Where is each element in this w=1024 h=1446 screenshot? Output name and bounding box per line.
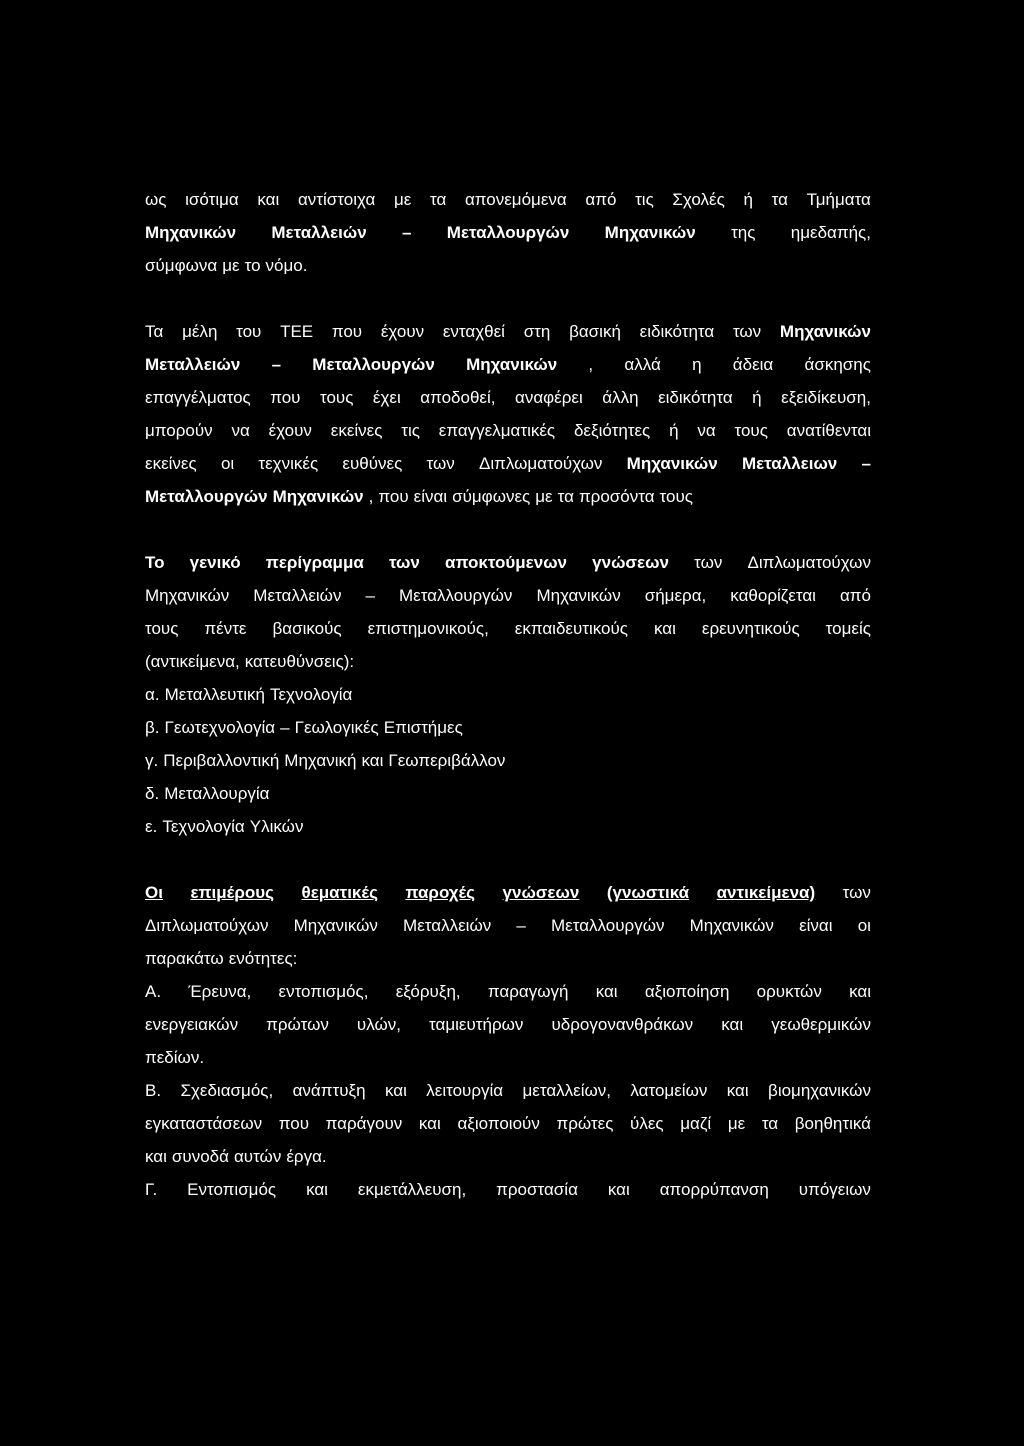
text-line xyxy=(145,744,871,777)
word: ΤΕΕ xyxy=(280,322,314,341)
word: από xyxy=(839,586,871,605)
word: μέλη xyxy=(182,322,218,341)
word: με xyxy=(393,190,412,209)
word: των xyxy=(426,454,455,473)
word: που xyxy=(278,1114,310,1133)
word: ειδικότητα xyxy=(639,322,715,341)
word: Τμήματα xyxy=(806,190,871,209)
word: υπόγειων xyxy=(798,1180,871,1199)
text-line xyxy=(145,216,871,249)
text-line xyxy=(145,1074,871,1107)
word: και xyxy=(595,982,618,1001)
word: – xyxy=(280,718,290,737)
text-line xyxy=(145,942,871,975)
word: υδρογονανθράκων xyxy=(551,1015,694,1034)
word: αλλά xyxy=(624,355,661,374)
word: , xyxy=(588,355,594,374)
paragraph-gap xyxy=(145,513,871,546)
word: μεταλλείων, xyxy=(522,1081,612,1100)
word: γενικό xyxy=(189,553,241,572)
word: ή xyxy=(743,190,753,209)
word: εξειδίκευση, xyxy=(781,388,871,407)
word: τα xyxy=(429,190,447,209)
word: εκπαιδευτικούς xyxy=(514,619,629,638)
word: Μεταλλουργών xyxy=(551,916,665,935)
text-line xyxy=(145,381,871,414)
word: της xyxy=(731,223,756,242)
word: και xyxy=(607,1180,630,1199)
word: των xyxy=(694,553,723,572)
word: Μεταλλειών xyxy=(271,223,367,242)
word: υλών, xyxy=(356,1015,401,1034)
word: του xyxy=(236,322,262,341)
word: Μεταλλουργών xyxy=(145,487,268,506)
word: έχουν xyxy=(268,421,312,440)
word: επαγγελματικές xyxy=(438,421,556,440)
text-line xyxy=(145,579,871,612)
word: σήμερα, xyxy=(644,586,707,605)
text-line xyxy=(145,249,871,282)
word: είναι xyxy=(799,916,833,935)
word: και xyxy=(306,1180,328,1199)
word: αξιοποιούν xyxy=(457,1114,540,1133)
text-line xyxy=(145,1041,871,1074)
word: ενταχθεί xyxy=(442,322,505,341)
word: κατευθύνσεις): xyxy=(244,652,355,671)
word: αυτών xyxy=(233,1147,282,1166)
word: καθορίζεται xyxy=(730,586,816,605)
text-line xyxy=(145,612,871,645)
word: δεξιότητες xyxy=(573,421,651,440)
word: Τα xyxy=(145,322,164,341)
word: α. xyxy=(145,685,160,704)
word: μαζί xyxy=(680,1114,712,1133)
word: που xyxy=(270,388,301,407)
paragraph xyxy=(145,183,871,282)
word: των xyxy=(388,553,420,572)
word: ενότητες: xyxy=(228,949,298,968)
word: δ. xyxy=(145,784,160,803)
word: και xyxy=(145,1147,167,1166)
word: Μηχανικών xyxy=(272,487,364,506)
word: που xyxy=(378,487,409,506)
word: , xyxy=(368,487,374,506)
word: Μηχανικών xyxy=(145,223,237,242)
paragraph-gap xyxy=(145,282,871,315)
word: ημεδαπής, xyxy=(790,223,871,242)
word: ταμιευτήρων xyxy=(429,1015,524,1034)
word: β. xyxy=(145,718,160,737)
paragraph xyxy=(145,315,871,513)
word: των xyxy=(842,883,871,902)
word: παροχές xyxy=(405,883,476,902)
word: αξιοποίηση xyxy=(644,982,730,1001)
word: αποκτούμενων xyxy=(445,553,568,572)
word: βιομηχανικών xyxy=(768,1081,871,1100)
word: εκμετάλλευση, xyxy=(357,1180,467,1199)
word: (γνωστικά xyxy=(606,883,690,902)
word: οι xyxy=(857,916,871,935)
text-line xyxy=(145,678,871,711)
word: βασική xyxy=(569,322,621,341)
word: Μηχανικών xyxy=(604,223,696,242)
word: Μεταλλειων xyxy=(741,454,838,473)
word: τους xyxy=(659,487,693,506)
word: τις xyxy=(635,190,654,209)
word: έργα. xyxy=(286,1147,327,1166)
word: (αντικείμενα, xyxy=(145,652,240,671)
word: ύλες xyxy=(630,1114,664,1133)
word: τομείς xyxy=(825,619,871,638)
text-line xyxy=(145,480,871,513)
word: τα xyxy=(557,487,574,506)
paragraph xyxy=(145,876,871,1206)
word: έχουν xyxy=(380,322,425,341)
word: γ. xyxy=(145,751,159,770)
word: βοηθητικά xyxy=(794,1114,871,1133)
word: ερευνητικούς xyxy=(701,619,800,638)
text-line xyxy=(145,1140,871,1173)
word: βασικούς xyxy=(272,619,342,638)
word: τεχνικές xyxy=(258,454,319,473)
word: – xyxy=(861,454,871,473)
word: και xyxy=(418,1114,441,1133)
word: και xyxy=(849,982,871,1001)
text-line xyxy=(145,1173,871,1206)
text-line xyxy=(145,546,871,579)
text-line xyxy=(145,711,871,744)
word: παράγουν xyxy=(325,1114,403,1133)
word: και xyxy=(384,1081,407,1100)
text-line xyxy=(145,777,871,810)
word: έχει xyxy=(372,388,401,407)
word: ή xyxy=(752,388,762,407)
text-line xyxy=(145,645,871,678)
word: και xyxy=(653,619,676,638)
word: και xyxy=(721,1015,744,1034)
word: γεωθερμικών xyxy=(771,1015,871,1034)
word: Α. xyxy=(145,982,162,1001)
word: Τεχνολογία xyxy=(162,817,245,836)
word: – xyxy=(271,355,282,374)
word: πρώτες xyxy=(556,1114,614,1133)
word: Μηχανικών xyxy=(779,322,871,341)
word: Μεταλλειών xyxy=(403,916,492,935)
word: Διπλωματούχων xyxy=(747,553,871,572)
word: με xyxy=(535,487,553,506)
word: τους xyxy=(145,619,179,638)
text-line xyxy=(145,975,871,1008)
word: Μεταλλουργία xyxy=(164,784,270,803)
word: ή xyxy=(669,421,679,440)
word: Μηχανική xyxy=(284,751,357,770)
word: τους xyxy=(319,388,354,407)
word: Γεωτεχνολογία xyxy=(164,718,276,737)
document-page xyxy=(145,183,871,1206)
text-line xyxy=(145,183,871,216)
word: Γ. xyxy=(145,1180,158,1199)
word: άλλη xyxy=(602,388,639,407)
word: και xyxy=(257,190,280,209)
word: πέντε xyxy=(204,619,247,638)
word: Γεωλογικές xyxy=(294,718,379,737)
word: – xyxy=(516,916,526,935)
word: αναφέρει xyxy=(514,388,583,407)
word: Μηχανικών xyxy=(536,586,621,605)
word: Διπλωματούχων xyxy=(145,916,269,935)
text-line xyxy=(145,348,871,381)
word: γνώσεων xyxy=(502,883,580,902)
word: ε. xyxy=(145,817,158,836)
word: λατομείων xyxy=(630,1081,708,1100)
word: Μηχανικών xyxy=(466,355,558,374)
word: άδεια xyxy=(732,355,774,374)
word: που xyxy=(331,322,363,341)
word: Διπλωματούχων xyxy=(478,454,603,473)
word: Μεταλλευτική xyxy=(164,685,265,704)
word: Επιστήμες xyxy=(383,718,463,737)
word: ορυκτών xyxy=(756,982,822,1001)
text-line xyxy=(145,1008,871,1041)
word: πεδίων. xyxy=(145,1048,205,1067)
word: το xyxy=(244,256,261,275)
word: των xyxy=(732,322,762,341)
word: τους xyxy=(734,421,768,440)
word: Το xyxy=(145,553,165,572)
word: Σχεδιασμός, xyxy=(180,1081,274,1100)
text-line xyxy=(145,876,871,909)
word: Υλικών xyxy=(249,817,304,836)
word: ως xyxy=(145,190,167,209)
word: Τεχνολογία xyxy=(269,685,353,704)
word: άσκησης xyxy=(804,355,871,374)
word: πρώτων xyxy=(266,1015,329,1034)
word: απορρύπανση xyxy=(659,1180,769,1199)
text-line xyxy=(145,414,871,447)
word: οι xyxy=(220,454,235,473)
text-line xyxy=(145,447,871,480)
word: Γεωπεριβάλλον xyxy=(388,751,506,770)
word: παραγωγή xyxy=(487,982,569,1001)
word: και xyxy=(361,751,384,770)
word: γνώσεων xyxy=(592,553,669,572)
word: Εντοπισμός xyxy=(187,1180,277,1199)
word: Β. xyxy=(145,1081,162,1100)
word: Σχολές xyxy=(672,190,725,209)
word: εξόρυξη, xyxy=(395,982,461,1001)
text-line xyxy=(145,1107,871,1140)
word: με xyxy=(727,1114,746,1133)
word: εκείνες xyxy=(145,454,197,473)
word: στη xyxy=(523,322,551,341)
text-line xyxy=(145,315,871,348)
word: θεματικές xyxy=(301,883,378,902)
word: τα xyxy=(771,190,788,209)
word: ειδικότητα xyxy=(658,388,733,407)
word: σύμφωνες xyxy=(452,487,531,506)
word: Μεταλλουργών xyxy=(398,586,513,605)
word: απονεμόμενα xyxy=(464,190,567,209)
word: ισότιμα xyxy=(185,190,239,209)
word: από xyxy=(585,190,617,209)
word: συνοδά xyxy=(171,1147,229,1166)
word: περίγραμμα xyxy=(265,553,364,572)
word: εγκαταστάσεων xyxy=(145,1114,263,1133)
word: είναι xyxy=(413,487,448,506)
word: Περιβαλλοντική xyxy=(163,751,280,770)
word: ενεργειακών xyxy=(145,1015,239,1034)
paragraph-gap xyxy=(145,843,871,876)
word: αποδοθεί, xyxy=(420,388,496,407)
word: σύμφωνα xyxy=(145,256,218,275)
word: αντίστοιχα xyxy=(297,190,376,209)
word: Μηχανικών xyxy=(145,586,230,605)
word: ανατίθενται xyxy=(786,421,871,440)
paragraph xyxy=(145,546,871,843)
word: τις xyxy=(401,421,420,440)
word: Μεταλλουργών xyxy=(312,355,435,374)
word: με xyxy=(222,256,240,275)
word: ανάπτυξη xyxy=(292,1081,366,1100)
word: – xyxy=(402,223,412,242)
word: η xyxy=(692,355,702,374)
word: εκείνες xyxy=(330,421,383,440)
word: Μεταλλουργών xyxy=(446,223,570,242)
word: να xyxy=(697,421,716,440)
word: και xyxy=(726,1081,749,1100)
word: μπορούν xyxy=(145,421,213,440)
word: να xyxy=(231,421,250,440)
word: Μηχανικών xyxy=(689,916,774,935)
word: Μηχανικών xyxy=(293,916,378,935)
text-line xyxy=(145,909,871,942)
word: ευθύνες xyxy=(342,454,403,473)
word: εντοπισμός, xyxy=(278,982,369,1001)
word: Μηχανικών xyxy=(626,454,718,473)
word: Οι xyxy=(145,883,163,902)
word: επιμέρους xyxy=(190,883,274,902)
word: τα xyxy=(761,1114,779,1133)
word: – xyxy=(365,586,375,605)
text-line xyxy=(145,810,871,843)
word: προστασία xyxy=(496,1180,578,1199)
word: Μεταλλειών xyxy=(145,355,241,374)
word: Έρευνα, xyxy=(188,982,252,1001)
word: Μεταλλειών xyxy=(253,586,342,605)
word: αντικείμενα) xyxy=(716,883,816,902)
word: παρακάτω xyxy=(145,949,224,968)
word: νόμο. xyxy=(265,256,308,275)
word: επαγγέλματος xyxy=(145,388,251,407)
word: λειτουργία xyxy=(426,1081,504,1100)
word: προσόντα xyxy=(578,487,655,506)
word: επιστημονικούς, xyxy=(367,619,489,638)
